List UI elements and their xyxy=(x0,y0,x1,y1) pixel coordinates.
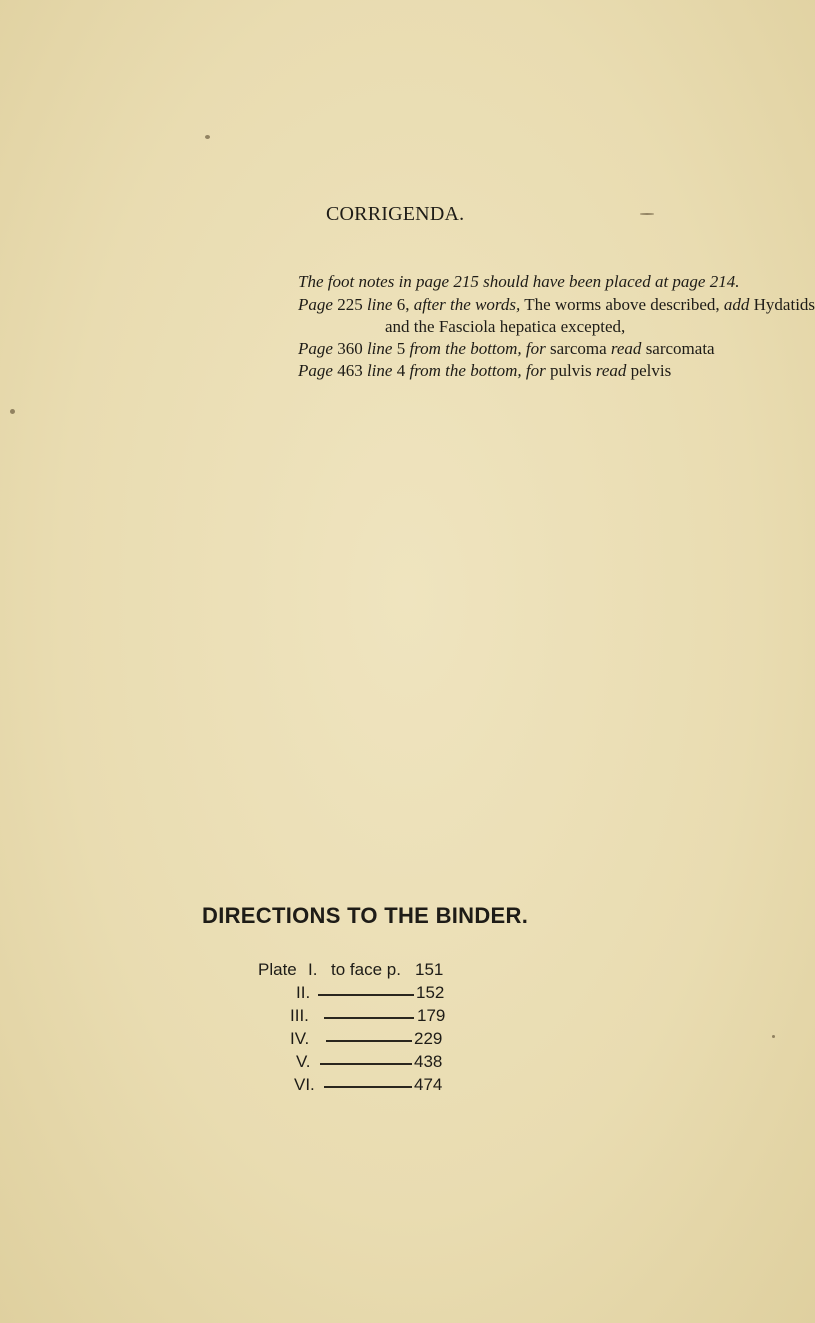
plate-page: 438 xyxy=(414,1052,443,1071)
paper-speck xyxy=(10,409,15,414)
plate-connector: to face p. xyxy=(331,960,401,979)
corr-text: 4 xyxy=(396,361,406,380)
corrigenda-line-3 xyxy=(385,316,625,338)
plate-prefix: Plate xyxy=(258,960,297,979)
corr-text: The foot notes in page xyxy=(298,272,454,291)
plate-row-6 xyxy=(294,1074,494,1098)
paper-speck xyxy=(205,135,210,139)
corr-text: Page xyxy=(298,339,338,358)
plate-numeral: I. xyxy=(308,960,318,979)
corr-text: and the Fasciola hepatica excepted, xyxy=(385,317,626,336)
plate-page: 179 xyxy=(417,1006,446,1025)
plate-row-4 xyxy=(290,1028,500,1052)
corr-text: 6, xyxy=(396,295,410,314)
corr-text: from the bottom, for xyxy=(405,361,546,380)
plate-page: 229 xyxy=(414,1029,443,1048)
plate-page: 474 xyxy=(414,1075,443,1094)
plate-row-5 xyxy=(296,1051,496,1075)
corr-text: line xyxy=(362,361,397,380)
corr-text: read xyxy=(606,339,642,358)
corr-text: read xyxy=(591,361,627,380)
corr-text: 225 xyxy=(337,295,363,314)
corr-text: 463 xyxy=(337,361,363,380)
leader-line xyxy=(318,994,414,996)
plate-row-2 xyxy=(296,982,496,1006)
corr-text: pulvis xyxy=(545,361,592,380)
corr-text: 215 xyxy=(453,272,479,291)
corr-text: Hydatids xyxy=(749,295,815,314)
corrigenda-line-4 xyxy=(298,338,715,360)
corr-text: sarcomata xyxy=(641,339,715,358)
plate-page: 152 xyxy=(416,983,445,1002)
corr-text: from the bottom, for xyxy=(405,339,546,358)
plate-row-3 xyxy=(290,1005,500,1029)
plate-page: 151 xyxy=(415,960,444,979)
leader-line xyxy=(320,1063,412,1065)
corr-text: add xyxy=(719,295,750,314)
corr-text: should have been placed at page xyxy=(478,272,710,291)
paper-speck xyxy=(772,1035,775,1038)
corrigenda-line-5 xyxy=(298,360,671,382)
leader-line xyxy=(324,1086,412,1088)
paper-speck xyxy=(640,213,654,215)
corrigenda-line-2 xyxy=(298,294,815,316)
plate-numeral: II. xyxy=(296,983,311,1002)
corr-text: 214. xyxy=(709,272,740,291)
leader-line xyxy=(324,1017,414,1019)
corr-text: line xyxy=(362,295,397,314)
corr-text: pelvis xyxy=(626,361,672,380)
corr-text: sarcoma xyxy=(545,339,607,358)
leader-line xyxy=(326,1040,412,1042)
corr-text: Page xyxy=(298,295,338,314)
corr-text: Page xyxy=(298,361,338,380)
corr-text: line xyxy=(362,339,397,358)
corrigenda-title: CORRIGENDA. xyxy=(326,203,465,225)
corrigenda-line-1 xyxy=(298,271,739,293)
plate-row-1 xyxy=(258,959,498,983)
corr-text: after the words, xyxy=(409,295,521,314)
corr-text: 360 xyxy=(337,339,363,358)
plate-numeral: III. xyxy=(290,1006,309,1025)
binder-title: DIRECTIONS TO THE BINDER. xyxy=(202,903,529,928)
corr-text: The worms above described, xyxy=(520,295,720,314)
plate-numeral: VI. xyxy=(294,1075,315,1094)
plate-numeral: V. xyxy=(296,1052,311,1071)
corr-text: 5 xyxy=(396,339,406,358)
plate-numeral: IV. xyxy=(290,1029,310,1048)
